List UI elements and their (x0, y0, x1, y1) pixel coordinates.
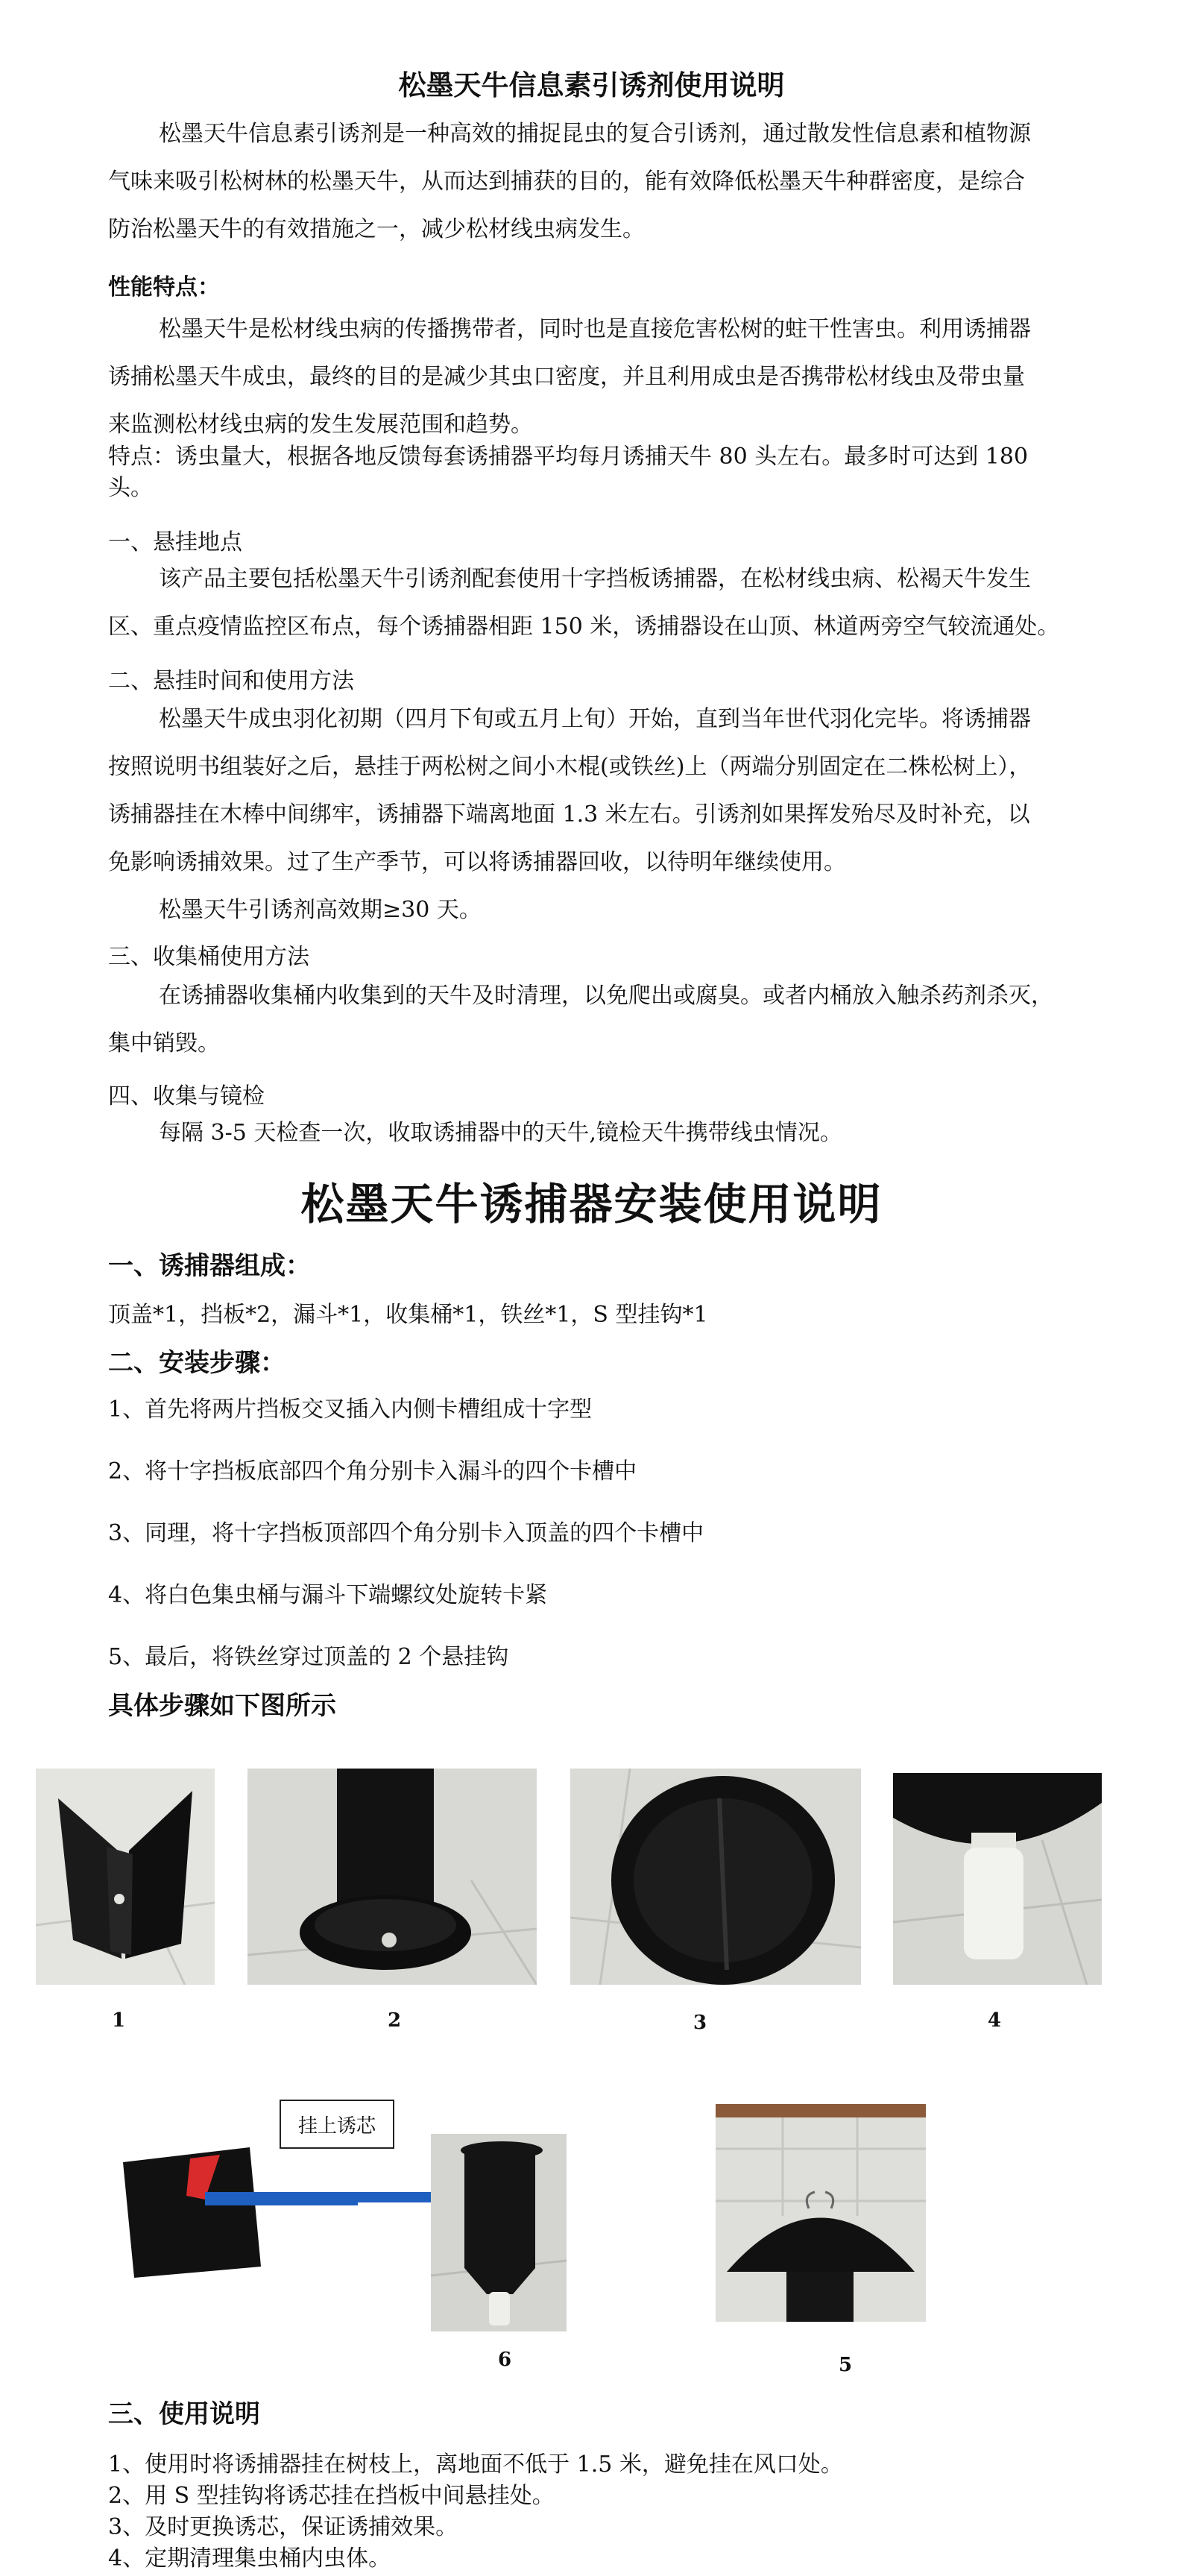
s2-paragraph: 松墨天牛成虫羽化初期（四月下旬或五月上旬）开始，直到当年世代羽化完毕。将诱捕器 按照说明书组装好之后，悬挂于两松树之间小木棍(或铁丝)上（两端分别固定在二株松树上）， 诱捕器挂在木棒中间绑牢，诱捕器下端离地面 1.3 米左右。引诱剂如果挥发殆尽及时补充，以 免影响诱捕效果。过了生产季节，可以将诱捕器回收，以待明年继续使用。 松墨天牛引诱剂高效期≥30 天。 (108, 706, 1032, 923)
s3-heading: 三、收集桶使用方法 (108, 944, 309, 970)
components-heading: 一、诱捕器组成： (108, 1251, 311, 1281)
photo-1-cross-baffles (36, 1769, 215, 1985)
features-heading: 性能特点： (108, 274, 220, 300)
photo-number-3: 3 (693, 2012, 707, 2034)
s2-heading: 二、悬挂时间和使用方法 (108, 668, 354, 694)
install-step-4: 4、将白色集虫桶与漏斗下端螺纹处旋转卡紧 (108, 1582, 548, 1608)
install-step-1: 1、首先将两片挡板交叉插入内侧卡槽组成十字型 (108, 1396, 593, 1423)
install-step-3: 3、同理，将十字挡板顶部四个角分别卡入顶盖的四个卡槽中 (108, 1520, 704, 1546)
s1-heading: 一、悬挂地点 (108, 529, 242, 555)
s2-validity: 松墨天牛引诱剂高效期≥30 天。 (159, 897, 482, 923)
feature-note: 特点：诱虫量大，根据各地反馈每套诱捕器平均每月诱捕天牛 80 头左右。最多时可达到 180 头。 (108, 444, 1029, 501)
install-step-2: 2、将十字挡板底部四个角分别卡入漏斗的四个卡槽中 (108, 1458, 637, 1484)
photo-6-trap (431, 2134, 567, 2331)
lure-label: 挂上诱芯 (280, 2100, 394, 2149)
doc2-title: 松墨天牛诱捕器安装使用说明 (300, 1179, 883, 1229)
s4-paragraph: 每隔 3-5 天检查一次，收取诱捕器中的天牛,镜检天牛携带线虫情况。 (159, 1120, 842, 1146)
photo-number-2: 2 (388, 2009, 402, 2032)
features-paragraph: 松墨天牛是松材线虫病的传播携带者，同时也是直接危害松树的蛀干性害虫。利用诱捕器 诱捕松墨天牛成虫，最终的目的是减少其虫口密度，并且利用成虫是否携带松材线虫及带虫量 来监测松材线虫病的发生发展范围和趋势。 (108, 316, 1031, 438)
photo-number-6: 6 (498, 2349, 512, 2371)
doc1-intro: 松墨天牛信息素引诱剂是一种高效的捕捉昆虫的复合引诱剂，通过散发性信息素和植物源 气味来吸引松树林的松墨天牛，从而达到捕获的目的，能有效降低松墨天牛种群密度，是综合 防治松墨天牛的有效措施之一，减少松材线虫病发生。 (108, 121, 1031, 242)
figure-caption: 具体步骤如下图所示 (108, 1691, 336, 1721)
install-step-5: 5、最后，将铁丝穿过顶盖的 2 个悬挂钩 (108, 1644, 509, 1670)
photo-2-funnel (247, 1769, 537, 1985)
doc1-title: 松墨天牛信息素引诱剂使用说明 (398, 69, 785, 101)
s1-paragraph: 该产品主要包括松墨天牛引诱剂配套使用十字挡板诱捕器，在松材线虫病、松褐天牛发生 区、重点疫情监控区布点，每个诱捕器相距 150 米，诱捕器设在山顶、林道两旁空气较流通处。 (108, 566, 1060, 640)
photo-number-4: 4 (988, 2009, 1002, 2032)
photo-4-collection-bucket (893, 1773, 1102, 1985)
components-list: 顶盖*1，挡板*2，漏斗*1，收集桶*1，铁丝*1，S 型挂钩*1 (108, 1302, 708, 1328)
install-heading: 二、安装步骤： (108, 1348, 286, 1378)
usage-heading: 三、使用说明 (108, 2399, 260, 2429)
usage-item-1: 1、使用时将诱捕器挂在树枝上，离地面不低于 1.5 米，避免挂在风口处。 (108, 2451, 843, 2478)
photo-5-hanging-hooks (716, 2104, 926, 2322)
usage-item-3: 3、及时更换诱芯，保证诱捕效果。 (108, 2514, 458, 2540)
usage-item-2: 2、用 S 型挂钩将诱芯挂在挡板中间悬挂处。 (108, 2483, 555, 2509)
s3-paragraph: 在诱捕器收集桶内收集到的天牛及时清理，以免爬出或腐臭。或者内桶放入触杀药剂杀灭， 集中销毁。 (108, 983, 1053, 1056)
usage-item-4: 4、定期清理集虫桶内虫体。 (108, 2545, 391, 2572)
photo-6-lure-bag (116, 2140, 358, 2281)
photo-3-top-cover (570, 1769, 861, 1985)
photo-number-1: 1 (112, 2009, 126, 2032)
s4-heading: 四、收集与镜检 (108, 1083, 265, 1109)
photo-number-5: 5 (839, 2354, 853, 2376)
